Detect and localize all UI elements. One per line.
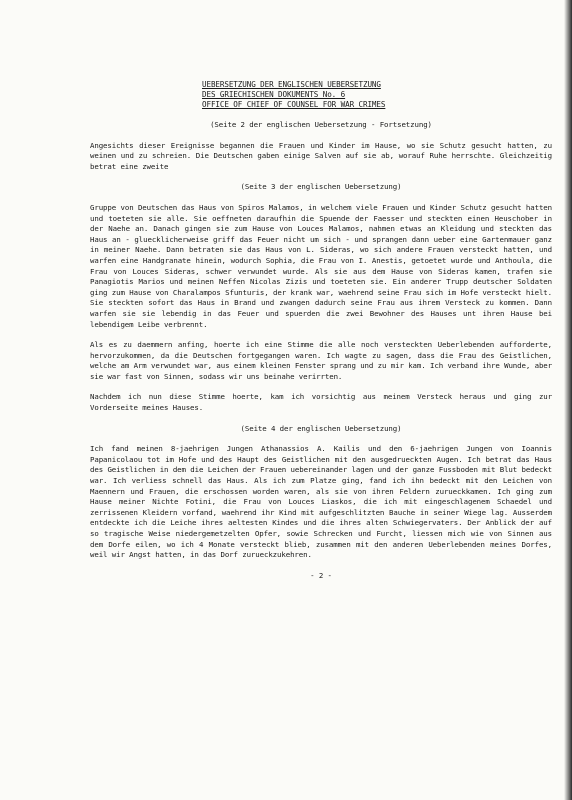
section-heading-page-4: (Seite 4 der englischen Uebersetzung) bbox=[240, 423, 402, 433]
paragraph-1: Angesichts dieser Ereignisse begannen die Frauen und Kinder im Hause, wo sie Schutz gesucht hatten, zu weinen und zu schreien. Die Deutschen gaben einige Salven auf sie ab, worauf Ruhe herrschte. Gleichzeitig betrat eine zweite bbox=[90, 140, 552, 171]
paragraph-3: Als es zu daemmern anfing, hoerte ich eine Stimme die alle noch versteckten Ueberlebenden aufforderte, hervorzukommen, da die Deutschen fortgegangen waren. Ich wagte zu sagen, dass die Frau des Geistlichen, welche am Arm verwundet war, aus einem kleinen Fenster sprang und zu mir kam. Ich verband ihre Wunde, aber sie war fast von Sinnen, sodass wir uns beinahe verirrten. bbox=[90, 340, 552, 381]
document-body bbox=[90, 80, 552, 581]
paragraph-2: Gruppe von Deutschen das Haus von Spiros Malamos, in welchem viele Frauen und Kinder Schutz gesucht hatten und toeteten sie alle. Sie oeffneten daraufhin die Spuende der Faesser und steckten einen Heuschober in der Naehe an. Danach gingen sie zum Hause von Louces Malamos, nahmen etwas an Kleidung und steckten das Haus an - gluecklicherweise griff das Feuer nicht um sich - und sprangen dann ueber eine Gartenmauer ganz in meiner Naehe. Dann betraten sie das Haus von L. Sideras, wo sich andere Frauen versteckt hatten, und warfen eine Handgranate hinein, wodurch Sophia, die Frau von I. Anestis, getoetet wurde und Anthoula, die Frau von Louces Sideras, schwer verwundet wurde. Als sie aus dem Hause von Sideras kamen, trafen sie Panagiotis Marios und meinen Neffen Nicolas Zizis und toeteten sie. Ein anderer Trupp deutscher Soldaten ging zum Hause von Charalampos Sfunturis, der krank war, waehrend seine Frau sich im Hofe versteckt hielt. Sie steckten sofort das Haus in Brand und zwangen dadurch seine Frau aus ihrem Versteck zu kommen. Dann warfen sie sie lebendig in das Feuer und spuerden die zwei Bewohner des Hauses unt ihren Hause bei lebendigem Leibe verbrennt. bbox=[90, 202, 552, 329]
section-heading-page-2: (Seite 2 der englischen Uebersetzung - Fortsetzung) bbox=[210, 120, 432, 129]
page-number: - 2 - bbox=[310, 570, 332, 580]
header-line-2: DES GRIECHISCHEN DOKUMENTS No. 6 bbox=[202, 90, 346, 99]
section-heading-page-3: (Seite 3 der englischen Uebersetzung) bbox=[240, 182, 402, 192]
paragraph-4: Nachdem ich nun diese Stimme hoerte, kam ich vorsichtig aus meinem Versteck heraus und ging zur Vorderseite meines Hauses. bbox=[90, 392, 552, 413]
paragraph-5: Ich fand meinen 8-jaehrigen Jungen Athanassios A. Kailis und den 6-jaehrigen Jungen von Ioannis Papanicolaou tot im Hofe und des Haupt des Geistlichen mit den ausgedrueckten Augen. Ich betrat das Haus des Geistlichen in dem die Leichen der Frauen uebereinander lagen und der ganze Fussboden mit Blut bedeckt war. Ich verliess schnell das Haus. Als ich zum Platze ging, fand ich ihn bedeckt mit den Leichen von Maennern und Frauen, die erschossen worden waren, als sie von ihren Feldern zurueckkamen. Ich ging zum Hause meiner Nichte Fotini, die Frau von Louces Liaskos, die ich mit eingeschlagenem Schaedel und zerrissenen Kleidern vorfand, waehrend ihr Kind mit aufgeschlitzten Bauche in seiner Wiege lag. Ausserdem entdeckte ich die Leiche ihres aeltesten Kindes und die ihres alten Schwiegervaters. Der Anblick der auf so tragische Weise niedergemetzelten Opfer, sowie Schrecken und Furcht, liessen mich wie von Sinnen aus dem Dorfe eilen, wo ich 4 Monate versteckt blieb, zusammen mit den anderen Ueberlebenden meines Dorfes, weil wir Angst hatten, in das Dorf zurueckzukehren. bbox=[90, 444, 552, 560]
page-edge-shadow bbox=[564, 0, 572, 800]
header-line-1: UEBERSETZUNG DER ENGLISCHEN UEBERSETZUNG bbox=[202, 80, 381, 89]
header-line-3: OFFICE OF CHIEF OF COUNSEL FOR WAR CRIMES bbox=[202, 100, 386, 109]
document-header bbox=[202, 80, 552, 110]
